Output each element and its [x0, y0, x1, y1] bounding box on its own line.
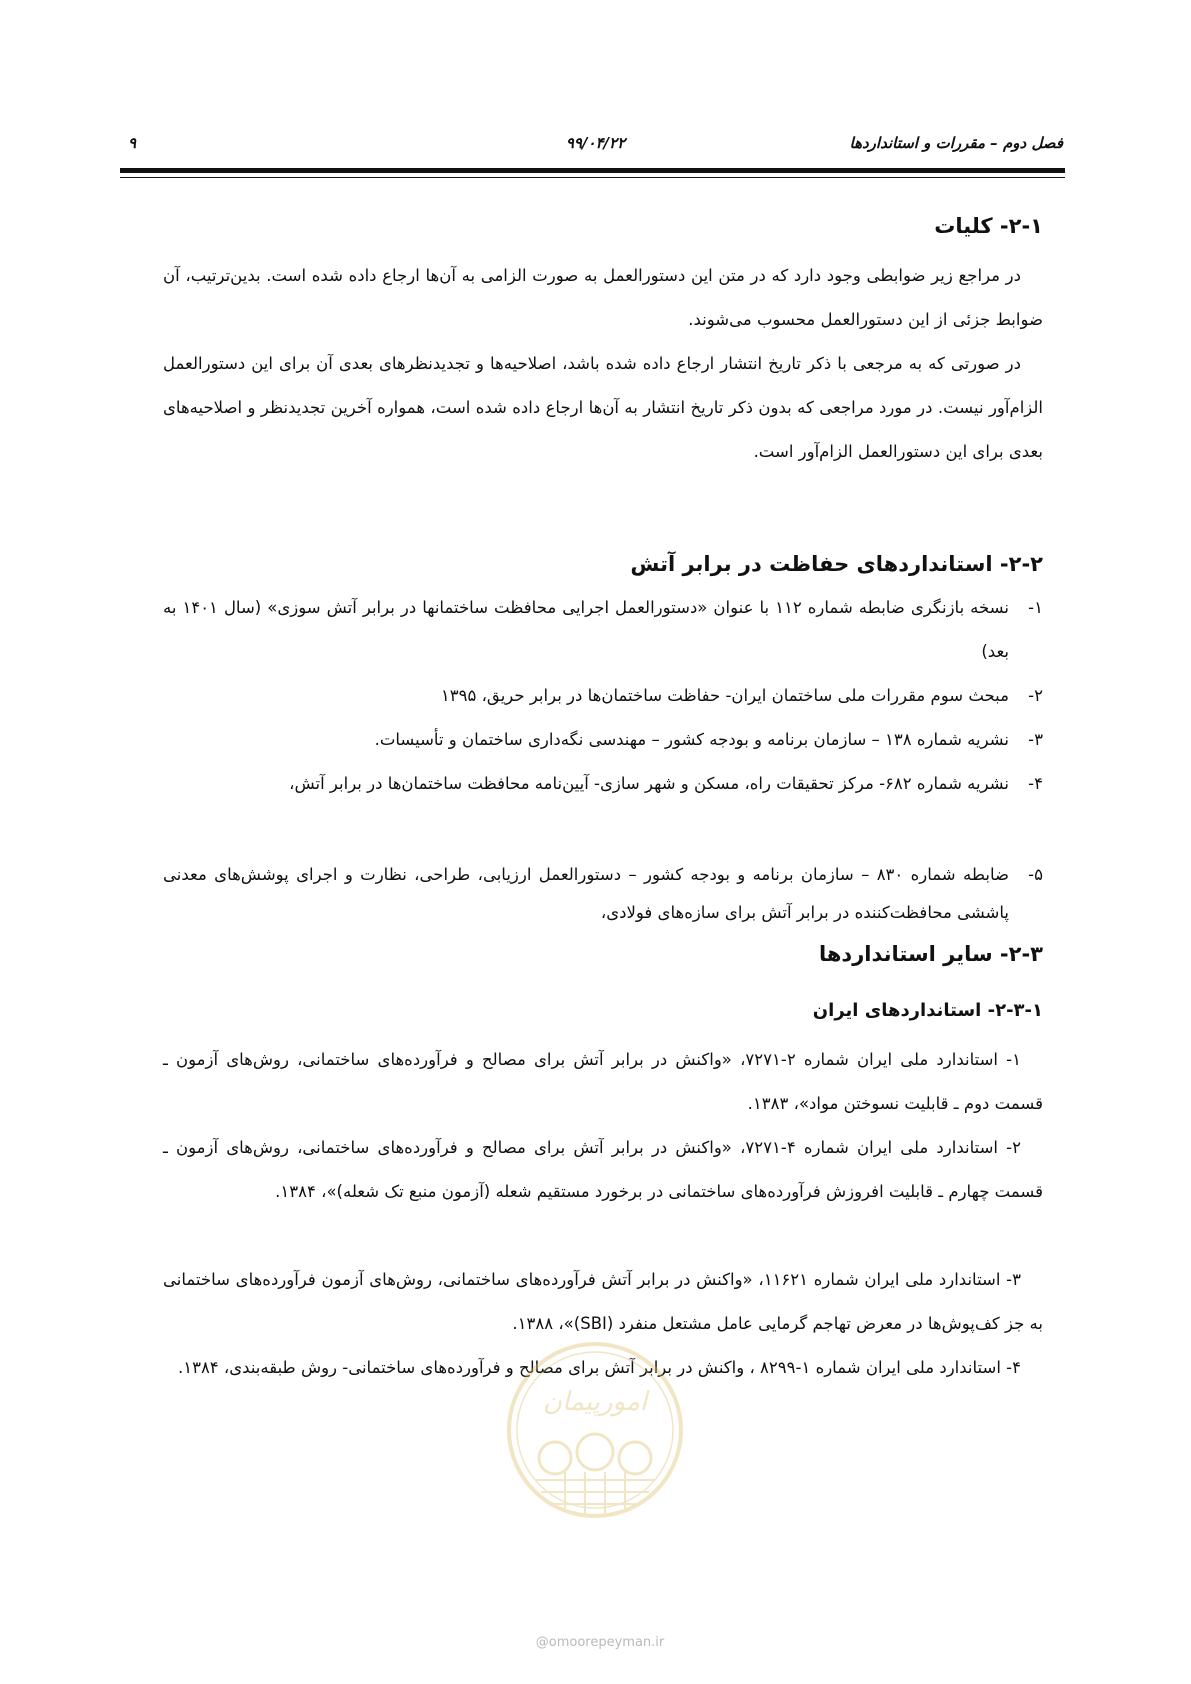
paragraph-general-1: در مراجع زیر ضوابطی وجود دارد که در متن این دستورالعمل به صورت الزامی به آن‌ها ارجاع داده شده است. بدین‌ترتیب، آن ضوابط جزئی از این دستورالعمل محسوب می‌شوند.	[163, 266, 1043, 329]
standard-paragraph-3: ۳- استاندارد ملی ایران شماره ۱۱۶۲۱، «واکنش در برابر آتش فرآورده‌های ساختمانی، روش‌های آزمون فرآورده‌های ساختمانی به جز کف‌پوش‌ها در معرض تهاجم گرمایی عامل مشتعل منفرد (SBI)»، ۱۳۸۸.	[163, 1270, 1043, 1333]
list-item-number: ۳-	[1028, 730, 1043, 749]
subsection-heading-iran-standards: ۲-۳-۱- استانداردهای ایران	[812, 1000, 1043, 1021]
chapter-title: فصل دوم – مقررات و استانداردها	[849, 134, 1063, 152]
page-number: ۹	[128, 134, 137, 152]
header-rule-thick	[120, 168, 1065, 173]
list-item-number: ۵-	[1028, 865, 1043, 884]
watermark-url: @omoorepeyman.ir	[535, 1635, 665, 1650]
list-item	[163, 762, 1043, 806]
standard-paragraph-2: ۲- استاندارد ملی ایران شماره ۴-۷۲۷۱، «واکنش در برابر آتش برای مصالح و فرآورده‌های ساختمانی، روش‌های آزمون ـ قسمت چهارم ـ قابلیت افروزش فرآورده‌های ساختمانی در برخورد مستقیم شعله (آزمون منبع تک شعله)»، ۱۳۸۴.	[163, 1138, 1043, 1201]
header-rule-thin	[120, 177, 1065, 178]
list-item-text: نشریه شماره ۱۳۸ – سازمان برنامه و بودجه کشور – مهندسی نگه‌داری ساختمان و تأسیسات.	[374, 730, 1009, 749]
list-item	[163, 674, 1043, 718]
section-heading-general: ۲-۱- کلیات	[934, 214, 1043, 238]
list-item-text: مبحث سوم مقررات ملی ساختمان ایران- حفاظت ساختمان‌ها در برابر حریق، ۱۳۹۵	[440, 686, 1009, 705]
watermark-logo	[505, 1340, 685, 1520]
standard-paragraph-4: ۴- استاندارد ملی ایران شماره ۱-۸۲۹۹ ، واکنش در برابر آتش برای مصالح و فرآورده‌های ساختمانی- روش طبقه‌بندی، ۱۳۸۴.	[177, 1358, 1021, 1377]
watermark-logo-lettering: امورپیمان	[542, 1387, 648, 1417]
list-item-number: ۲-	[1028, 686, 1043, 705]
list-item-text: ضابطه شماره ۸۳۰ – سازمان برنامه و بودجه کشور – دستورالعمل ارزیابی، طراحی، نظارت و اجرای پوشش‌های معدنی پاششی محافظت‌کننده در برابر آتش برای سازه‌های فولادی،	[163, 865, 1009, 922]
section-heading-other-standards: ۲-۳- سایر استانداردها	[818, 942, 1043, 966]
list-item-number: ۱-	[1028, 598, 1043, 617]
running-header	[128, 128, 1063, 158]
section-heading-fire-protection: ۲-۲- استانداردهای حفاظت در برابر آتش	[630, 552, 1043, 576]
list-item-text: نشریه شماره ۶۸۲- مرکز تحقیقات راه، مسکن و شهر سازی- آیین‌نامه محافظت ساختمان‌ها در برابر آتش،	[289, 774, 1009, 793]
list-item-number: ۴-	[1028, 774, 1043, 793]
list-item	[163, 718, 1043, 762]
paragraph-general-2: در صورتی که به مرجعی با ذکر تاریخ انتشار ارجاع داده شده باشد، اصلاحیه‌ها و تجدیدنظرهای بعدی آن برای این دستورالعمل الزام‌آور نیست. در مورد مراجعی که بدون ذکر تاریخ انتشار به آن‌ها ارجاع داده شده است، همواره آخرین تجدیدنظر و اصلاحیه‌های بعدی برای این دستورالعمل الزام‌آور است.	[163, 354, 1043, 461]
list-item	[163, 586, 1043, 674]
header-date: ۹۹/۰۴/۲۲	[565, 134, 626, 152]
list-item	[163, 856, 1043, 932]
standard-paragraph-1: ۱- استاندارد ملی ایران شماره ۲-۷۲۷۱، «واکنش در برابر آتش برای مصالح و فرآورده‌های ساختمانی، روش‌های آزمون ـ قسمت دوم ـ قابلیت نسوختن مواد»، ۱۳۸۳.	[163, 1050, 1043, 1113]
list-item-text: نسخه بازنگری ضابطه شماره ۱۱۲ با عنوان «دستورالعمل اجرایی محافظت ساختمانها در برابر آتش سوزی» (سال ۱۴۰۱ به بعد)	[163, 598, 1009, 661]
